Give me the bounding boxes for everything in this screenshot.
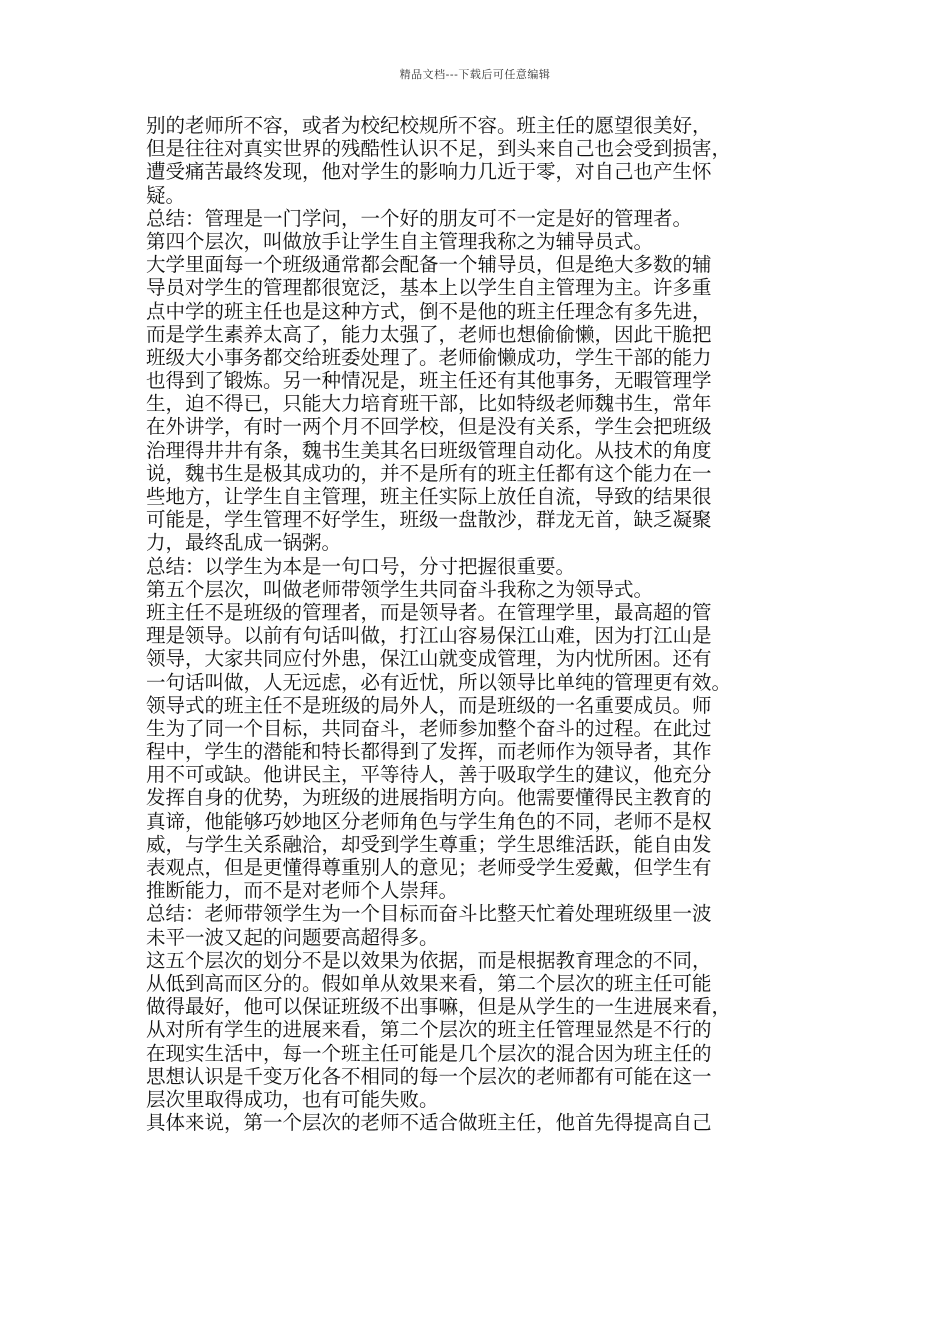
text-line: 第五个层次，叫做老师带领学生共同奋斗我称之为领导式。 bbox=[146, 577, 654, 601]
text-line: 总结：以学生为本是一句口号，分寸把握很重要。 bbox=[146, 554, 576, 578]
text-line: 疑。 bbox=[146, 183, 186, 207]
text-line: 大学里面每一个班级通常都会配备一个辅导员，但是绝大多数的辅 bbox=[146, 253, 712, 277]
text-line: 在现实生活中，每一个班主任可能是几个层次的混合因为班主任的 bbox=[146, 1041, 712, 1065]
text-line: 从对所有学生的进展来看，第二个层次的班主任管理显然是不行的 bbox=[146, 1018, 712, 1042]
text-line: 班级大小事务都交给班委处理了。老师偷懒成功，学生干部的能力 bbox=[146, 345, 712, 369]
text-line: 遭受痛苦最终发现，他对学生的影响力几近于零，对自己也产生怀 bbox=[146, 160, 712, 184]
text-line: 点中学的班主任也是这种方式，倒不是他的班主任理念有多先进， bbox=[146, 299, 712, 323]
text-line: 导员对学生的管理都很宽泛，基本上以学生自主管理为主。许多重 bbox=[146, 276, 712, 300]
text-line: 但是往往对真实世界的残酷性认识不足，到头来自己也会受到损害， bbox=[146, 137, 732, 161]
text-line: 这五个层次的划分不是以效果为依据，而是根据教育理念的不同， bbox=[146, 948, 712, 972]
text-line: 做得最好，他可以保证班级不出事嘛，但是从学生的一生进展来看， bbox=[146, 995, 732, 1019]
text-line: 生，迫不得已，只能大力培育班干部，比如特级老师魏书生，常年 bbox=[146, 392, 712, 416]
text-line: 生为了同一个目标，共同奋斗，老师参加整个奋斗的过程。在此过 bbox=[146, 716, 712, 740]
text-line: 用不可或缺。他讲民主，平等待人，善于吸取学生的建议，他充分 bbox=[146, 763, 712, 787]
text-line: 总结：老师带领学生为一个目标而奋斗比整天忙着处理班级里一波 bbox=[146, 902, 712, 926]
text-line: 总结：管理是一门学问，一个好的朋友可不一定是好的管理者。 bbox=[146, 206, 693, 230]
page-header: 精品文档---下载后可任意编辑 bbox=[399, 68, 551, 81]
text-line: 理是领导。以前有句话叫做，打江山容易保江山难，因为打江山是 bbox=[146, 624, 712, 648]
text-line: 治理得井井有条，魏书生美其名曰班级管理自动化。从技术的角度 bbox=[146, 438, 712, 462]
text-line: 第四个层次，叫做放手让学生自主管理我称之为辅导员式。 bbox=[146, 229, 654, 253]
text-line: 思想认识是千变万化各不相同的每一个层次的老师都有可能在这一 bbox=[146, 1064, 712, 1088]
text-line: 领导式的班主任不是班级的局外人，而是班级的一名重要成员。师 bbox=[146, 693, 712, 717]
text-line: 说，魏书生是极其成功的，并不是所有的班主任都有这个能力在一 bbox=[146, 461, 712, 485]
text-line: 领导，大家共同应付外患，保江山就变成管理，为内忧所困。还有 bbox=[146, 647, 712, 671]
text-line: 力，最终乱成一锅粥。 bbox=[146, 531, 342, 555]
text-line: 可能是，学生管理不好学生，班级一盘散沙，群龙无首，缺乏凝聚 bbox=[146, 508, 712, 532]
text-line: 在外讲学，有时一两个月不回学校，但是没有关系，学生会把班级 bbox=[146, 415, 712, 439]
text-line: 未平一波又起的问题要高超得多。 bbox=[146, 925, 439, 949]
text-line: 从低到高而区分的。假如单从效果来看，第二个层次的班主任可能 bbox=[146, 971, 712, 995]
text-line: 真谛，他能够巧妙地区分老师角色与学生角色的不同，老师不是权 bbox=[146, 809, 712, 833]
text-line: 程中，学生的潜能和特长都得到了发挥，而老师作为领导者，其作 bbox=[146, 740, 712, 764]
text-line: 班主任不是班级的管理者，而是领导者。在管理学里，最高超的管 bbox=[146, 600, 712, 624]
text-line: 而是学生素养太高了，能力太强了，老师也想偷偷懒，因此干脆把 bbox=[146, 322, 712, 346]
text-line: 发挥自身的优势，为班级的进展指明方向。他需要懂得民主教育的 bbox=[146, 786, 712, 810]
text-line: 别的老师所不容，或者为校纪校规所不容。班主任的愿望很美好， bbox=[146, 114, 712, 137]
text-line: 推断能力，而不是对老师个人崇拜。 bbox=[146, 879, 459, 903]
text-line: 层次里取得成功，也有可能失败。 bbox=[146, 1087, 439, 1111]
text-line: 也得到了锻炼。另一种情况是，班主任还有其他事务，无暇管理学 bbox=[146, 369, 712, 393]
text-line: 威，与学生关系融洽，却受到学生尊重；学生思维活跃，能自由发 bbox=[146, 832, 712, 856]
body-text bbox=[146, 114, 806, 1134]
text-line: 具体来说，第一个层次的老师不适合做班主任，他首先得提高自己 bbox=[146, 1111, 712, 1135]
text-line: 些地方，让学生自主管理，班主任实际上放任自流，导致的结果很 bbox=[146, 485, 712, 508]
text-line: 表观点，但是更懂得尊重别人的意见；老师受学生爱戴，但学生有 bbox=[146, 856, 712, 879]
text-line: 一句话叫做，人无远虑，必有近忧，所以领导比单纯的管理更有效。 bbox=[146, 670, 732, 694]
